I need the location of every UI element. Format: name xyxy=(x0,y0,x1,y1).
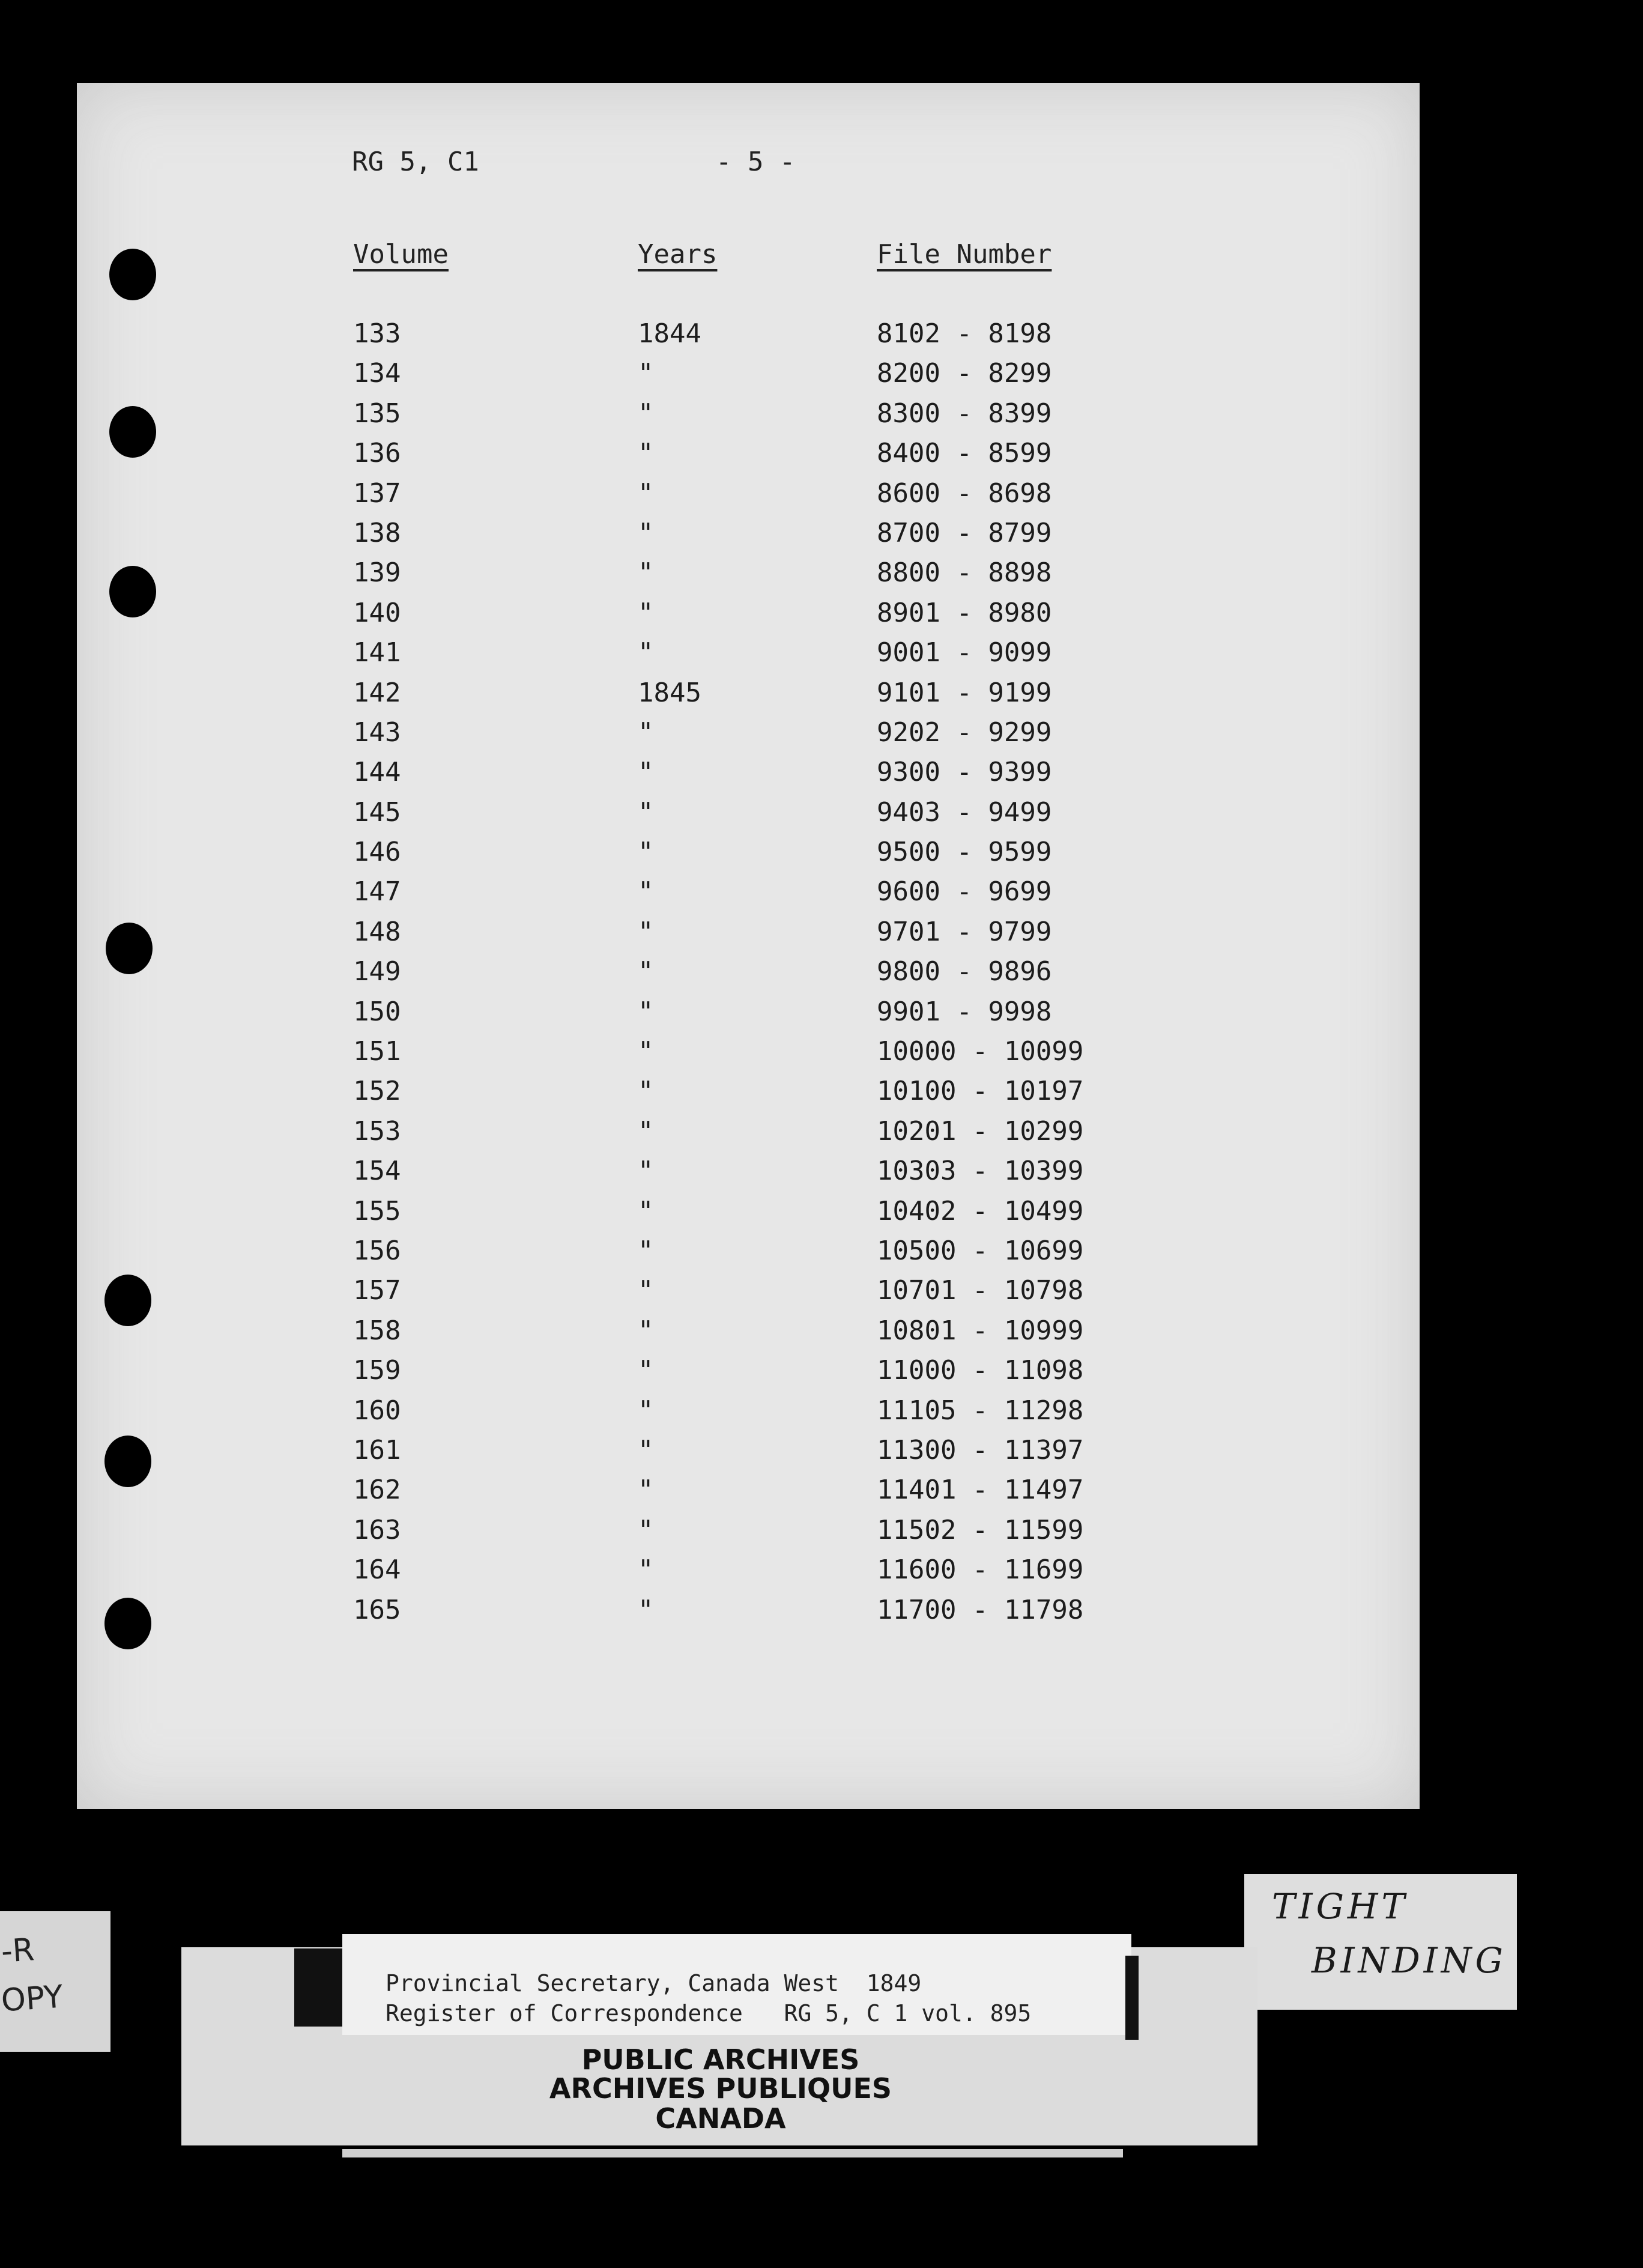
file-range-cell: 9800 - 9896 xyxy=(877,956,1052,987)
file-range-cell: 10100 - 10197 xyxy=(877,1076,1084,1107)
volume-list xyxy=(0,318,1643,1634)
volume-cell: 153 xyxy=(353,1115,401,1147)
volume-cell: 140 xyxy=(353,597,401,628)
volume-cell: 157 xyxy=(353,1275,401,1306)
volume-cell: 165 xyxy=(353,1594,401,1625)
volume-cell: 138 xyxy=(353,517,401,548)
year-cell: " xyxy=(638,1156,654,1187)
side-note-line: OPY xyxy=(0,1978,64,2019)
year-cell: " xyxy=(638,517,654,548)
table-row xyxy=(0,478,1643,518)
volume-cell: 136 xyxy=(353,438,401,469)
file-range-cell: 8400 - 8599 xyxy=(877,438,1052,469)
year-cell: " xyxy=(638,1594,654,1625)
file-range-cell: 9600 - 9699 xyxy=(877,876,1052,908)
volume-cell: 151 xyxy=(353,1036,401,1067)
volume-cell: 141 xyxy=(353,637,401,669)
archive-stamp-line: CANADA xyxy=(655,2102,786,2135)
table-row xyxy=(0,358,1643,398)
table-row xyxy=(0,1116,1643,1156)
table-row xyxy=(0,717,1643,757)
table-row xyxy=(0,1196,1643,1236)
year-cell: " xyxy=(638,1475,654,1506)
year-cell: " xyxy=(638,1195,654,1226)
volume-cell: 134 xyxy=(353,358,401,389)
year-cell: " xyxy=(638,1115,654,1147)
volume-cell: 163 xyxy=(353,1514,401,1545)
volume-cell: 152 xyxy=(353,1076,401,1107)
file-range-cell: 9001 - 9099 xyxy=(877,637,1052,669)
year-cell: " xyxy=(638,1235,654,1266)
file-number-column-header: File Number xyxy=(877,239,1052,270)
file-range-cell: 11502 - 11599 xyxy=(877,1514,1084,1545)
table-row xyxy=(0,876,1643,916)
table-row xyxy=(0,1355,1643,1395)
table-row xyxy=(0,518,1643,557)
page-number: - 5 - xyxy=(716,147,796,177)
file-range-cell: 10201 - 10299 xyxy=(877,1115,1084,1147)
archive-stamp-line: PUBLIC ARCHIVES xyxy=(581,2043,860,2076)
volume-cell: 143 xyxy=(353,717,401,748)
table-row xyxy=(0,797,1643,837)
volume-cell: 135 xyxy=(353,398,401,429)
table-row xyxy=(0,1554,1643,1594)
table-row xyxy=(0,1435,1643,1475)
table-row xyxy=(0,1236,1643,1275)
volume-cell: 150 xyxy=(353,996,401,1027)
volume-cell: 161 xyxy=(353,1434,401,1466)
table-row xyxy=(0,996,1643,1036)
volume-cell: 149 xyxy=(353,956,401,987)
table-row xyxy=(0,1036,1643,1076)
years-column-header: Years xyxy=(638,239,718,270)
year-cell: " xyxy=(638,1315,654,1346)
year-cell: " xyxy=(638,637,654,669)
label-notch xyxy=(294,1948,342,2027)
year-cell: " xyxy=(638,796,654,828)
volume-cell: 144 xyxy=(353,757,401,788)
file-range-cell: 11300 - 11397 xyxy=(877,1434,1084,1466)
file-range-cell: 11401 - 11497 xyxy=(877,1475,1084,1506)
year-cell: " xyxy=(638,1076,654,1107)
file-range-cell: 9701 - 9799 xyxy=(877,916,1052,947)
table-row xyxy=(0,1156,1643,1195)
volume-cell: 145 xyxy=(353,796,401,828)
year-cell: 1845 xyxy=(638,677,701,708)
year-cell: " xyxy=(638,757,654,788)
year-cell: " xyxy=(638,956,654,987)
volume-cell: 137 xyxy=(353,478,401,509)
table-row xyxy=(0,917,1643,956)
volume-column-header: Volume xyxy=(353,239,449,270)
year-cell: " xyxy=(638,717,654,748)
table-row xyxy=(0,1275,1643,1315)
year-cell: " xyxy=(638,358,654,389)
punch-hole xyxy=(109,249,156,300)
table-row xyxy=(0,837,1643,876)
table-row xyxy=(0,438,1643,478)
table-row xyxy=(0,1475,1643,1514)
table-row xyxy=(0,598,1643,637)
year-cell: " xyxy=(638,876,654,908)
file-range-cell: 11600 - 11699 xyxy=(877,1554,1084,1586)
file-range-cell: 10701 - 10798 xyxy=(877,1275,1084,1306)
handwritten-binding: BINDING xyxy=(1312,1940,1507,1981)
year-cell: " xyxy=(638,837,654,868)
record-group-header: RG 5, C1 xyxy=(352,147,479,177)
file-range-cell: 10000 - 10099 xyxy=(877,1036,1084,1067)
volume-cell: 160 xyxy=(353,1395,401,1426)
handwritten-tight: TIGHT xyxy=(1272,1886,1409,1927)
volume-cell: 155 xyxy=(353,1195,401,1226)
year-cell: " xyxy=(638,1355,654,1386)
table-row xyxy=(0,678,1643,717)
year-cell: " xyxy=(638,597,654,628)
volume-cell: 154 xyxy=(353,1156,401,1187)
volume-cell: 148 xyxy=(353,916,401,947)
table-row xyxy=(0,757,1643,796)
year-cell: " xyxy=(638,1036,654,1067)
table-row xyxy=(0,1315,1643,1355)
year-cell: " xyxy=(638,916,654,947)
year-cell: 1844 xyxy=(638,318,701,349)
file-range-cell: 9901 - 9998 xyxy=(877,996,1052,1027)
file-range-cell: 9202 - 9299 xyxy=(877,717,1052,748)
file-range-cell: 8800 - 8898 xyxy=(877,557,1052,589)
file-range-cell: 11700 - 11798 xyxy=(877,1594,1084,1625)
table-row xyxy=(0,956,1643,996)
year-cell: " xyxy=(638,478,654,509)
label-base-edge xyxy=(342,2149,1123,2157)
year-cell: " xyxy=(638,1434,654,1466)
file-range-cell: 9300 - 9399 xyxy=(877,757,1052,788)
file-range-cell: 10303 - 10399 xyxy=(877,1156,1084,1187)
year-cell: " xyxy=(638,1395,654,1426)
label-series-title: Provincial Secretary, Canada West 1849 xyxy=(386,1970,922,1997)
file-range-cell: 10801 - 10999 xyxy=(877,1315,1084,1346)
table-row xyxy=(0,637,1643,677)
label-notch xyxy=(1125,1956,1139,2040)
volume-cell: 158 xyxy=(353,1315,401,1346)
label-register-reference: Register of Correspondence RG 5, C 1 vol. 895 xyxy=(386,2000,1032,2027)
file-range-cell: 8300 - 8399 xyxy=(877,398,1052,429)
table-row xyxy=(0,1076,1643,1115)
volume-cell: 159 xyxy=(353,1355,401,1386)
side-note-line: -R xyxy=(0,1932,35,1970)
year-cell: " xyxy=(638,996,654,1027)
file-range-cell: 9101 - 9199 xyxy=(877,677,1052,708)
file-range-cell: 8600 - 8698 xyxy=(877,478,1052,509)
table-row xyxy=(0,398,1643,438)
file-range-cell: 8102 - 8198 xyxy=(877,318,1052,349)
table-row xyxy=(0,1395,1643,1435)
file-range-cell: 10500 - 10699 xyxy=(877,1235,1084,1266)
archive-stamp-line: ARCHIVES PUBLIQUES xyxy=(549,2072,892,2105)
year-cell: " xyxy=(638,1275,654,1306)
volume-cell: 142 xyxy=(353,677,401,708)
volume-cell: 147 xyxy=(353,876,401,908)
table-row xyxy=(0,318,1643,358)
tight-binding-note xyxy=(1244,1874,1517,2010)
file-range-cell: 11105 - 11298 xyxy=(877,1395,1084,1426)
table-row xyxy=(0,1515,1643,1554)
table-row xyxy=(0,557,1643,597)
file-range-cell: 9500 - 9599 xyxy=(877,837,1052,868)
file-range-cell: 8700 - 8799 xyxy=(877,517,1052,548)
volume-cell: 156 xyxy=(353,1235,401,1266)
volume-cell: 164 xyxy=(353,1554,401,1586)
volume-cell: 146 xyxy=(353,837,401,868)
year-cell: " xyxy=(638,1514,654,1545)
year-cell: " xyxy=(638,1554,654,1586)
volume-cell: 162 xyxy=(353,1475,401,1506)
volume-cell: 139 xyxy=(353,557,401,589)
file-range-cell: 9403 - 9499 xyxy=(877,796,1052,828)
file-range-cell: 8901 - 8980 xyxy=(877,597,1052,628)
volume-cell: 133 xyxy=(353,318,401,349)
file-range-cell: 10402 - 10499 xyxy=(877,1195,1084,1226)
table-row xyxy=(0,1595,1643,1634)
year-cell: " xyxy=(638,557,654,589)
file-range-cell: 11000 - 11098 xyxy=(877,1355,1084,1386)
year-cell: " xyxy=(638,438,654,469)
year-cell: " xyxy=(638,398,654,429)
side-note-card-left xyxy=(0,1911,110,2052)
file-range-cell: 8200 - 8299 xyxy=(877,358,1052,389)
